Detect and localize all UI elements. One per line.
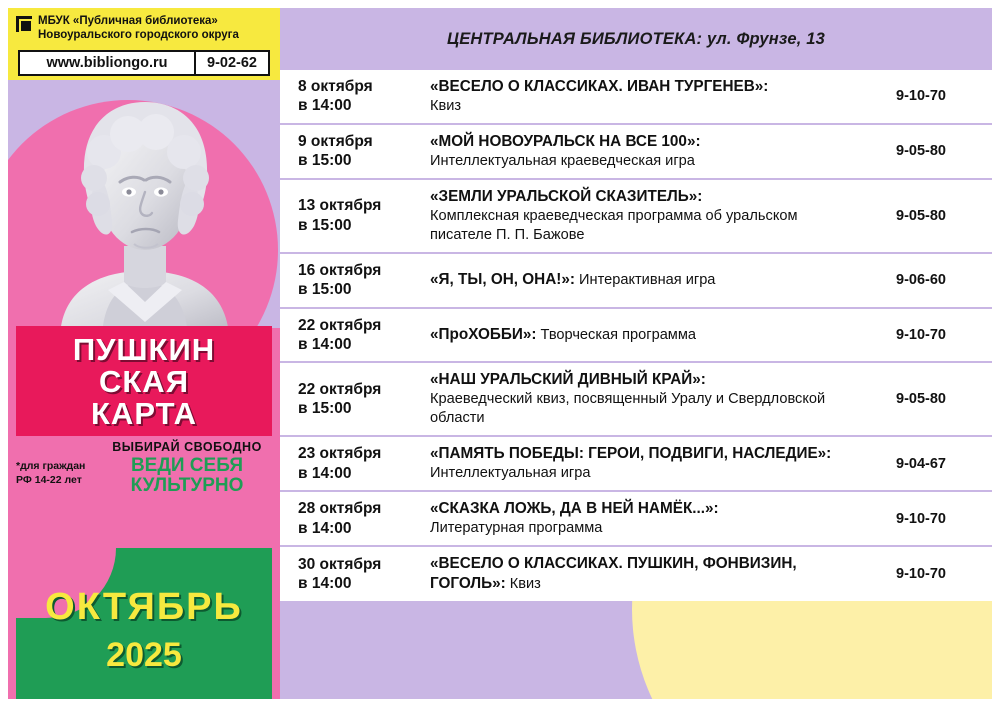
age-restriction-note: *для граждан РФ 14-22 лет	[16, 460, 86, 486]
library-header	[280, 8, 992, 70]
event-date-day: 23 октября	[298, 445, 382, 463]
event-phone: 9-05-80	[850, 362, 992, 436]
event-subtitle-wrap	[430, 152, 840, 171]
event-phone: 9-10-70	[850, 70, 992, 124]
main-phone-number: 9-02-62	[194, 52, 268, 74]
event-subtitle: Интеллектуальная игра	[430, 465, 591, 482]
event-title: «МОЙ НОВОУРАЛЬСК НА ВСЕ 100»:	[430, 132, 701, 150]
slogan-line1: ВЫБИРАЙ СВОБОДНО	[112, 440, 262, 454]
event-date-day: 22 октября	[298, 316, 382, 334]
event-date-time: в 14:00	[298, 464, 352, 482]
slogan-block	[92, 440, 280, 496]
event-title: «ВЕСЕЛО О КЛАССИКАХ. ИВАН ТУРГЕНЕВ»:	[430, 78, 769, 95]
event-subtitle: Комплексная краеведческая программа об уральском писателе П. П. Бажове	[430, 207, 798, 243]
event-phone: 9-04-67	[850, 436, 992, 491]
event-date-cell	[280, 308, 420, 363]
event-date-cell	[280, 253, 420, 308]
event-description-cell	[420, 253, 850, 308]
event-date-cell	[280, 491, 420, 546]
event-title: «ПроХОББИ»:	[430, 325, 537, 343]
event-date-day: 16 октября	[298, 261, 382, 279]
schedule-table	[280, 70, 992, 601]
event-date-cell	[280, 436, 420, 491]
event-subtitle: Интерактивная игра	[579, 272, 716, 289]
event-subtitle: Интеллектуальная краеведческая игра	[430, 152, 695, 169]
event-phone: 9-10-70	[850, 546, 992, 601]
event-date-time: в 14:00	[298, 335, 352, 353]
event-date-time: в 15:00	[298, 400, 352, 418]
month-label: ОКТЯБРЬ	[45, 586, 243, 628]
event-title: «Я, ТЫ, ОН, ОНА!»:	[430, 271, 575, 289]
pushkin-card-title	[16, 326, 272, 436]
library-header-title: ЦЕНТРАЛЬНАЯ БИБЛИОТЕКА: ул. Фрунзе, 13	[446, 29, 826, 48]
left-info-column	[8, 8, 280, 699]
table-row	[280, 124, 992, 179]
year-label: 2025	[106, 636, 182, 674]
event-title: «НАШ УРАЛЬСКИЙ ДИВНЫЙ КРАЙ»:	[430, 371, 706, 389]
event-description-cell	[420, 124, 850, 179]
event-title: «ВЕСЕЛО О КЛАССИКАХ. ПУШКИН, ФОНВИЗИН, ГОГОЛЬ»:	[430, 555, 797, 593]
slogan-line3: КУЛЬТУРНО	[130, 474, 244, 496]
website-link[interactable]: www.bibliongo.ru	[46, 55, 168, 71]
event-subtitle-wrap	[430, 207, 840, 245]
event-date-day: 30 октября	[298, 555, 382, 573]
event-date-day: 22 октября	[298, 380, 382, 398]
event-phone: 9-05-80	[850, 179, 992, 253]
pushkin-card-line3: КАРТА	[91, 395, 197, 431]
event-title: «ПАМЯТЬ ПОБЕДЫ: ГЕРОИ, ПОДВИГИ, НАСЛЕДИЕ»:	[430, 445, 832, 463]
event-date-time: в 15:00	[298, 152, 352, 170]
event-date-time: в 14:00	[298, 575, 352, 593]
pushkin-card-line2: СКАЯ	[99, 363, 189, 399]
event-date-cell	[280, 70, 420, 124]
event-date-time: в 15:00	[298, 216, 352, 234]
event-subtitle: Творческая программа	[540, 326, 696, 343]
event-description-cell	[420, 70, 850, 124]
event-date-day: 28 октября	[298, 500, 382, 518]
organization-name-line1: МБУК «Публичная библиотека»	[38, 15, 218, 27]
table-row	[280, 436, 992, 491]
event-date-cell	[280, 179, 420, 253]
table-row	[280, 546, 992, 601]
event-title: «ЗЕМЛИ УРАЛЬСКОЙ СКАЗИТЕЛЬ»:	[430, 187, 703, 205]
table-row	[280, 70, 992, 124]
event-subtitle: Краеведческий квиз, посвященный Уралу и Свердловской области	[430, 391, 826, 427]
pushkin-card-line1: ПУШКИН	[72, 331, 216, 367]
event-phone: 9-10-70	[850, 308, 992, 363]
event-description-cell	[420, 491, 850, 546]
event-phone: 9-05-80	[850, 124, 992, 179]
event-subtitle-wrap	[430, 390, 840, 428]
event-date-time: в 14:00	[298, 97, 352, 115]
event-description-cell	[420, 362, 850, 436]
event-subtitle-wrap	[430, 519, 840, 538]
pushkin-portrait-area	[8, 80, 280, 328]
event-date-time: в 15:00	[298, 281, 352, 299]
table-row	[280, 308, 992, 363]
event-description-cell	[420, 308, 850, 363]
table-row	[280, 362, 992, 436]
schedule-panel	[280, 8, 992, 699]
event-date-time: в 14:00	[298, 519, 352, 537]
event-title: «СКАЗКА ЛОЖЬ, ДА В НЕЙ НАМЁК...»:	[430, 500, 719, 518]
event-date-cell	[280, 362, 420, 436]
event-phone: 9-06-60	[850, 253, 992, 308]
event-date-day: 9 октября	[298, 133, 373, 151]
event-description-cell	[420, 436, 850, 491]
table-row	[280, 253, 992, 308]
event-subtitle-wrap	[430, 97, 840, 116]
event-description-cell	[420, 179, 850, 253]
slogan-line2: ВЕДИ СЕБЯ	[130, 455, 244, 476]
event-phone: 9-10-70	[850, 491, 992, 546]
event-subtitle: Квиз	[430, 97, 462, 114]
table-row	[280, 179, 992, 253]
pushkin-portrait-icon	[42, 86, 247, 328]
organization-name-line2: Новоуральского городского округа	[38, 29, 239, 42]
event-subtitle: Квиз	[509, 576, 541, 593]
event-subtitle: Литературная программа	[430, 520, 603, 537]
event-date-day: 13 октября	[298, 197, 382, 215]
event-date-cell	[280, 546, 420, 601]
event-date-day: 8 октября	[298, 78, 373, 96]
event-date-cell	[280, 124, 420, 179]
schedule-table-body	[280, 70, 992, 601]
contact-bar	[18, 50, 270, 76]
organization-name	[16, 14, 274, 43]
table-row	[280, 491, 992, 546]
event-description-cell	[420, 546, 850, 601]
